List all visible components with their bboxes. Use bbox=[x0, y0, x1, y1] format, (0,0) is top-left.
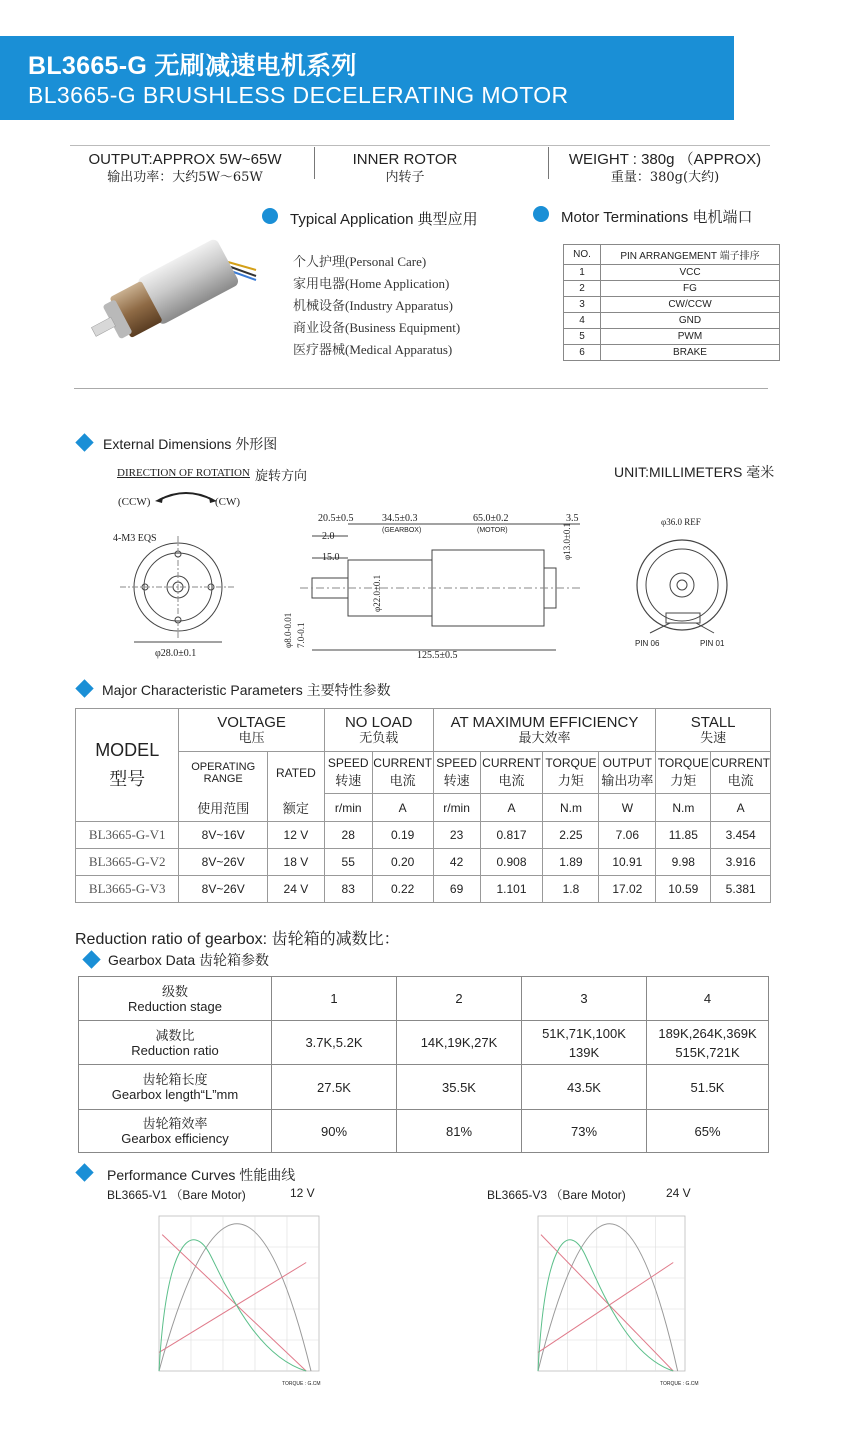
dim-label: 34.5±0.3 bbox=[382, 513, 418, 524]
sub-header-cn: 转速 bbox=[335, 773, 362, 788]
front-view-drawing bbox=[110, 530, 260, 660]
gearbox-cell: 27.5K bbox=[272, 1065, 397, 1110]
bullet-icon bbox=[82, 950, 100, 968]
value-cell: 5.381 bbox=[711, 876, 771, 903]
sub-header bbox=[599, 752, 656, 794]
sub-header-en: CURRENT bbox=[373, 756, 432, 770]
value-cell: 55 bbox=[324, 849, 372, 876]
rear-view-drawing bbox=[630, 525, 740, 650]
rotation-arrow-icon bbox=[155, 488, 217, 509]
dim-label: 2.0 bbox=[322, 531, 335, 542]
dim-label: φ8.0-0.01 bbox=[283, 612, 293, 648]
sub-header-en: TORQUE bbox=[545, 756, 597, 770]
row-label bbox=[79, 1065, 272, 1110]
value-cell: 8V~16V bbox=[179, 822, 268, 849]
pin-no: 4 bbox=[564, 313, 601, 329]
table-row bbox=[79, 977, 769, 1021]
sub-header-en: OUTPUT bbox=[602, 756, 653, 770]
pin01-label: PIN 01 bbox=[700, 639, 725, 648]
value-cell: 83 bbox=[324, 876, 372, 903]
output-cn: 输出功率：大约5W～65W bbox=[107, 170, 263, 185]
dim-label: 15.0 bbox=[322, 552, 340, 563]
value-cell: 3.454 bbox=[711, 822, 771, 849]
value-cell: 24 V bbox=[268, 876, 325, 903]
gearbox-cell: 51K,71K,100K 139K bbox=[522, 1021, 647, 1065]
d36-label: φ36.0 REF bbox=[661, 517, 701, 527]
list-item: 个人护理(Personal Care) bbox=[293, 254, 427, 269]
maxeff-header-en: AT MAXIMUM EFFICIENCY bbox=[450, 714, 639, 731]
gearbox-cell: 73% bbox=[522, 1110, 647, 1153]
pin-no: 2 bbox=[564, 281, 601, 297]
value-cell: 28 bbox=[324, 822, 372, 849]
stall-header-cn: 失速 bbox=[700, 730, 727, 745]
rotor-en: INNER ROTOR bbox=[352, 151, 458, 168]
pin-no: 3 bbox=[564, 297, 601, 313]
maxeff-header bbox=[433, 709, 656, 752]
gearbox-table bbox=[78, 976, 769, 1153]
pin-no: 6 bbox=[564, 345, 601, 361]
value-cell: 1.101 bbox=[480, 876, 543, 903]
pin-no: 1 bbox=[564, 265, 601, 281]
row-label-cn: 齿轮箱长度 bbox=[142, 1072, 208, 1087]
voltage-header bbox=[179, 709, 324, 752]
sub-header-en: SPEED bbox=[436, 756, 477, 770]
row-label-cn: 减数比 bbox=[155, 1027, 195, 1043]
divider bbox=[314, 147, 315, 179]
row-label-en: Reduction ratio bbox=[131, 1042, 219, 1058]
xlabel-right: TORQUE : G.CM bbox=[660, 1381, 699, 1387]
value-cell: 10.91 bbox=[599, 849, 656, 876]
pin-no: 5 bbox=[564, 329, 601, 345]
stall-header-en: STALL bbox=[690, 714, 736, 731]
curves-title: Performance Curves 性能曲线 bbox=[107, 1167, 296, 1183]
model-cell: BL3665-G-V3 bbox=[76, 876, 179, 903]
spec-top-line bbox=[70, 145, 770, 146]
rotation-en: DIRECTION OF ROTATION bbox=[117, 467, 250, 479]
dim-label: 125.5±0.5 bbox=[417, 650, 458, 661]
sub-header-cn: 转速 bbox=[443, 773, 470, 788]
voltage-header-cn: 电压 bbox=[238, 730, 265, 745]
list-item: 商业设备(Business Equipment) bbox=[293, 320, 461, 335]
divider bbox=[548, 147, 549, 179]
reduction-title: Reduction ratio of gearbox: 齿轮箱的减数比： bbox=[75, 931, 400, 948]
value-cell: 18 V bbox=[268, 849, 325, 876]
gearbox-cell: 1 bbox=[272, 977, 397, 1021]
xlabel-left: TORQUE : G.CM bbox=[282, 1381, 321, 1387]
unit-cell: A bbox=[372, 794, 433, 822]
maxeff-header-cn: 最大效率 bbox=[518, 730, 571, 745]
value-cell: 0.22 bbox=[372, 876, 433, 903]
curve-left-voltage: 12 V bbox=[290, 1186, 315, 1200]
unit-label: UNIT:MILLIMETERS 毫米 bbox=[614, 464, 775, 480]
value-cell: 0.20 bbox=[372, 849, 433, 876]
pin-header-no: NO. bbox=[564, 245, 601, 265]
gearbox-cell: 51.5K bbox=[647, 1065, 769, 1110]
row-label bbox=[79, 1110, 272, 1153]
sub-header bbox=[711, 752, 771, 794]
curve-right-voltage: 24 V bbox=[666, 1186, 691, 1200]
value-cell: 8V~26V bbox=[179, 849, 268, 876]
table-row bbox=[76, 822, 771, 849]
sub-header-en: CURRENT bbox=[711, 756, 770, 770]
weight-spec bbox=[555, 151, 775, 187]
sub-header-cn: 输出功率 bbox=[601, 773, 654, 788]
value-cell: 23 bbox=[433, 822, 480, 849]
sub-header-cn: 电流 bbox=[498, 773, 525, 788]
bullet-icon bbox=[75, 679, 93, 697]
gearbox-cell: 81% bbox=[397, 1110, 522, 1153]
row-label bbox=[79, 977, 272, 1021]
section-divider bbox=[74, 388, 768, 389]
sub-header bbox=[433, 752, 480, 794]
sub-header-en: CURRENT bbox=[482, 756, 541, 770]
bullet-icon bbox=[533, 206, 549, 222]
unit-cell: A bbox=[480, 794, 543, 822]
unit-cell: 使用范围 bbox=[179, 794, 268, 822]
list-item: 医疗器械(Medical Apparatus) bbox=[293, 342, 453, 357]
pin-table bbox=[563, 244, 780, 361]
gearbox-cell: 3.7K,5.2K bbox=[272, 1021, 397, 1065]
value-cell: 11.85 bbox=[656, 822, 711, 849]
gearbox-cell: 189K,264K,369K 515K,721K bbox=[647, 1021, 769, 1065]
gearbox-cell: 3 bbox=[522, 977, 647, 1021]
value-cell: 0.817 bbox=[480, 822, 543, 849]
output-spec bbox=[70, 151, 300, 187]
unit-cell: W bbox=[599, 794, 656, 822]
value-cell: 42 bbox=[433, 849, 480, 876]
weight-en: WEIGHT : 380g （APPROX) bbox=[568, 151, 762, 168]
value-cell: 1.8 bbox=[543, 876, 599, 903]
sub-header: OPERATING RANGE bbox=[179, 752, 268, 794]
model-header bbox=[76, 709, 179, 822]
value-cell: 2.25 bbox=[543, 822, 599, 849]
model-cell: BL3665-G-V2 bbox=[76, 849, 179, 876]
value-cell: 0.19 bbox=[372, 822, 433, 849]
row-label-en: Gearbox length“L”mm bbox=[111, 1087, 239, 1102]
title-en: BL3665-G BRUSHLESS DECELERATING MOTOR bbox=[28, 82, 569, 108]
gearbox-cell: 43.5K bbox=[522, 1065, 647, 1110]
table-row bbox=[79, 1110, 769, 1153]
sub-header-cn: 电流 bbox=[727, 773, 754, 788]
dim-label: (GEARBOX) bbox=[382, 527, 422, 534]
pin-name: FG bbox=[601, 281, 780, 297]
plot-area bbox=[538, 1216, 685, 1371]
characteristics-table bbox=[75, 708, 771, 903]
terminations-title: Motor Terminations 电机端口 bbox=[561, 209, 753, 226]
list-item: 家用电器(Home Application) bbox=[293, 276, 450, 291]
plot-area bbox=[159, 1216, 319, 1371]
gearbox-subtitle: Gearbox Data 齿轮箱参数 bbox=[108, 952, 270, 968]
bullet-icon bbox=[75, 1163, 93, 1181]
sub-header-en: SPEED bbox=[327, 756, 369, 770]
output-en: OUTPUT:APPROX 5W~65W bbox=[88, 151, 282, 168]
value-cell: 1.89 bbox=[543, 849, 599, 876]
rotor-cn: 内转子 bbox=[385, 170, 425, 185]
pin-name: GND bbox=[601, 313, 780, 329]
bullet-icon bbox=[75, 433, 93, 451]
bullet-icon bbox=[262, 208, 278, 224]
noload-header-cn: 无负载 bbox=[359, 730, 399, 745]
header-banner bbox=[0, 36, 734, 120]
sub-header-cn: 力矩 bbox=[670, 773, 697, 788]
gearbox-cell: 35.5K bbox=[397, 1065, 522, 1110]
model-header-en: MODEL bbox=[95, 739, 160, 760]
pin-name: CW/CCW bbox=[601, 297, 780, 313]
title-cn: BL3665-G 无刷减速电机系列 bbox=[28, 52, 357, 80]
row-label-en: Gearbox efficiency bbox=[121, 1131, 229, 1146]
noload-header bbox=[324, 709, 433, 752]
sub-header bbox=[656, 752, 711, 794]
performance-chart-left bbox=[97, 1206, 327, 1391]
stall-header bbox=[656, 709, 771, 752]
d28-label: φ28.0±0.1 bbox=[155, 648, 197, 659]
model-header-cn: 型号 bbox=[109, 768, 146, 789]
row-label-cn: 级数 bbox=[161, 983, 188, 999]
value-cell: 3.916 bbox=[711, 849, 771, 876]
dim-label: (MOTOR) bbox=[477, 527, 508, 534]
value-cell: 17.02 bbox=[599, 876, 656, 903]
rotor-spec bbox=[330, 151, 480, 187]
motor-photo bbox=[78, 222, 258, 372]
gearbox-cell: 90% bbox=[272, 1110, 397, 1153]
pin06-label: PIN 06 bbox=[635, 639, 660, 648]
ccw-label: (CCW) bbox=[118, 496, 151, 508]
value-cell: 12 V bbox=[268, 822, 325, 849]
table-row bbox=[79, 1021, 769, 1065]
dim-label: 3.5 bbox=[566, 513, 579, 524]
dim-label: 65.0±0.2 bbox=[473, 513, 509, 524]
row-label-cn: 齿轮箱效率 bbox=[142, 1116, 208, 1131]
curve-left-model: BL3665-V1 （Bare Motor) bbox=[107, 1188, 246, 1202]
dim-label: 20.5±0.5 bbox=[318, 513, 354, 524]
list-item: 机械设备(Industry Apparatus) bbox=[293, 298, 453, 313]
table-row bbox=[79, 1065, 769, 1110]
dim-label: 7.0-0.1 bbox=[296, 622, 306, 648]
pin-name: PWM bbox=[601, 329, 780, 345]
unit-cell: 额定 bbox=[268, 794, 325, 822]
value-cell: 0.908 bbox=[480, 849, 543, 876]
sub-header-en: TORQUE bbox=[657, 756, 709, 770]
unit-cell: N.m bbox=[543, 794, 599, 822]
gearbox-cell: 4 bbox=[647, 977, 769, 1021]
performance-chart-right bbox=[478, 1206, 693, 1391]
unit-cell: N.m bbox=[656, 794, 711, 822]
pin-name: BRAKE bbox=[601, 345, 780, 361]
sub-header bbox=[480, 752, 543, 794]
characteristics-title: Major Characteristic Parameters 主要特性参数 bbox=[102, 682, 391, 698]
voltage-header-en: VOLTAGE bbox=[217, 714, 286, 731]
dim-label: φ22.0±0.1 bbox=[372, 574, 382, 612]
unit-cell: r/min bbox=[433, 794, 480, 822]
value-cell: 9.98 bbox=[656, 849, 711, 876]
gearbox-cell: 2 bbox=[397, 977, 522, 1021]
value-cell: 8V~26V bbox=[179, 876, 268, 903]
sub-header bbox=[372, 752, 433, 794]
cw-label: (CW) bbox=[215, 496, 241, 508]
application-title: Typical Application 典型应用 bbox=[290, 211, 478, 228]
pin-header-arr: PIN ARRANGEMENT 端子排序 bbox=[601, 245, 780, 265]
gearbox-cell: 65% bbox=[647, 1110, 769, 1153]
sub-header bbox=[543, 752, 599, 794]
sub-header bbox=[324, 752, 372, 794]
value-cell: 10.59 bbox=[656, 876, 711, 903]
rotation-cn: 旋转方向 bbox=[255, 468, 308, 483]
screws-label: 4-M3 EQS bbox=[113, 533, 157, 544]
sub-header: RATED bbox=[268, 752, 325, 794]
curve-right-model: BL3665-V3 （Bare Motor) bbox=[487, 1188, 626, 1202]
table-row bbox=[76, 849, 771, 876]
unit-cell: A bbox=[711, 794, 771, 822]
table-row bbox=[76, 876, 771, 903]
sub-header-cn: 电流 bbox=[389, 773, 416, 788]
dimensions-title: External Dimensions 外形图 bbox=[103, 436, 278, 452]
application-list bbox=[293, 251, 460, 361]
noload-header-en: NO LOAD bbox=[344, 714, 413, 731]
dim-label: φ13.0±0.1 bbox=[562, 522, 572, 560]
sub-header-cn: 力矩 bbox=[557, 773, 584, 788]
row-label-en: Reduction stage bbox=[128, 998, 222, 1014]
unit-cell: r/min bbox=[324, 794, 372, 822]
pin-name: VCC bbox=[601, 265, 780, 281]
gearbox-cell: 14K,19K,27K bbox=[397, 1021, 522, 1065]
weight-cn: 重量：380g(大约) bbox=[610, 170, 720, 185]
value-cell: 7.06 bbox=[599, 822, 656, 849]
model-cell: BL3665-G-V1 bbox=[76, 822, 179, 849]
row-label bbox=[79, 1021, 272, 1065]
value-cell: 69 bbox=[433, 876, 480, 903]
